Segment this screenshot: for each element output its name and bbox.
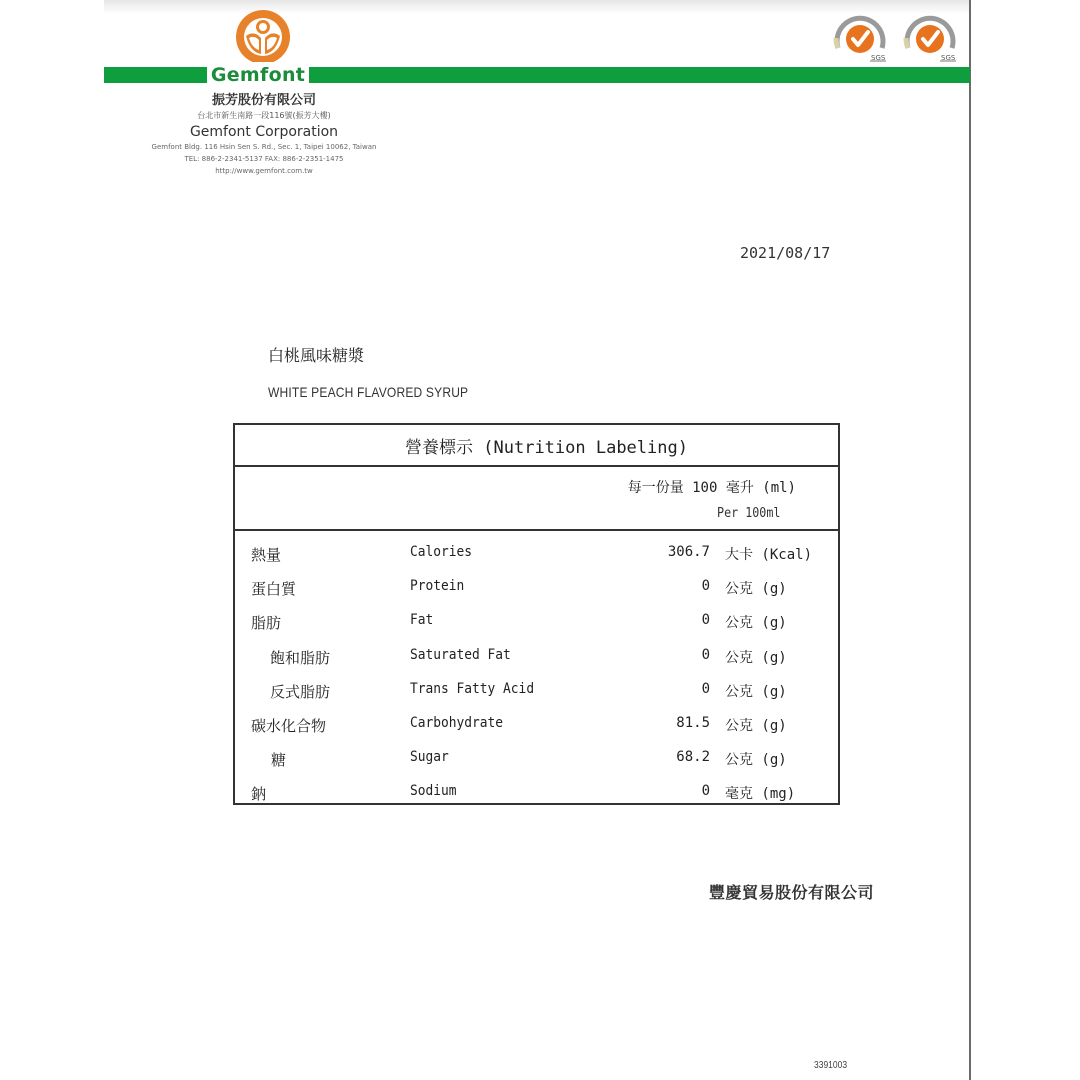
nutrient-value: 0 xyxy=(701,612,710,629)
nutrient-name-zh: 碳水化合物 xyxy=(251,716,327,735)
nutrition-label-table xyxy=(233,423,840,805)
nutrient-name-zh: 飽和脂肪 xyxy=(270,648,331,667)
svg-text:SGS: SGS xyxy=(871,54,886,62)
company-name-zh: 振芳股份有限公司 xyxy=(211,93,316,108)
nutrient-name-zh: 鈉 xyxy=(251,785,267,804)
nutrient-name-zh: 熱量 xyxy=(251,546,282,564)
nutrient-unit: 公克 (g) xyxy=(725,752,787,769)
nutrient-row-sugar xyxy=(235,743,838,777)
nutrient-name-en: Sodium xyxy=(410,783,457,800)
nutrient-rows xyxy=(235,531,838,812)
nutrient-unit: 公克 (g) xyxy=(725,581,787,598)
document-date: 2021/08/17 xyxy=(740,244,831,262)
nutrient-unit: 毫克 (mg) xyxy=(725,786,796,803)
brand-wordmark: Gemfont xyxy=(207,64,309,86)
nutrient-name-zh: 糖 xyxy=(271,751,287,770)
serving-size-zh: 每一份量 100 毫升 (ml) xyxy=(627,480,796,496)
nutrient-row-sodium xyxy=(235,777,838,811)
nutrient-unit: 公克 (g) xyxy=(725,649,787,666)
website-link[interactable]: http://www.gemfont.com.tw xyxy=(215,167,313,175)
nutrient-name-en: Protein xyxy=(410,578,465,595)
sgs-certification-badge-icon xyxy=(830,8,890,62)
company-info xyxy=(104,92,424,177)
nutrient-unit: 大卡 (Kcal) xyxy=(725,547,813,563)
nutrient-name-zh: 蛋白質 xyxy=(251,580,297,599)
nutrient-value: 0 xyxy=(701,783,710,800)
nutrient-name-zh: 反式脂肪 xyxy=(270,682,331,701)
nutrient-value: 0 xyxy=(701,578,710,595)
nutrient-row-trans-fat xyxy=(235,675,838,709)
nutrient-value: 306.7 xyxy=(667,544,710,560)
nutrient-value: 81.5 xyxy=(676,714,710,731)
contact-phone-fax: TEL: 886-2-2341-5137 FAX: 886-2-2351-1475 xyxy=(184,155,344,163)
nutrient-unit: 公克 (g) xyxy=(725,717,787,734)
nutrient-name-en: Trans Fatty Acid xyxy=(410,680,535,697)
nutrient-row-saturated-fat xyxy=(235,641,838,675)
page-right-edge xyxy=(969,0,971,1080)
serving-size-en: Per 100ml xyxy=(716,506,780,521)
serving-size-header xyxy=(235,467,838,531)
product-name-en: WHITE PEACH FLAVORED SYRUP xyxy=(268,384,469,400)
nutrient-name-en: Carbohydrate xyxy=(410,714,504,731)
nutrient-unit: 公克 (g) xyxy=(725,615,787,632)
company-name-en: Gemfont Corporation xyxy=(189,124,339,140)
sgs-certification-badge-icon xyxy=(900,8,960,62)
nutrient-row-carbohydrate xyxy=(235,709,838,743)
address-zh: 台北市新生南路一段116號(振芳大樓) xyxy=(197,111,331,120)
gemfont-logo-icon xyxy=(232,8,294,66)
issuer-signature: 豐慶貿易股份有限公司 xyxy=(709,883,875,902)
nutrient-name-en: Fat xyxy=(410,612,434,629)
nutrient-name-en: Calories xyxy=(410,544,473,560)
svg-text:SGS: SGS xyxy=(941,54,956,62)
nutrient-name-en: Saturated Fat xyxy=(410,646,511,663)
product-name-zh: 白桃風味糖漿 xyxy=(268,346,365,365)
document-number: 3391003 xyxy=(814,1060,848,1071)
nutrient-row-calories xyxy=(235,538,838,572)
nutrient-value: 0 xyxy=(701,680,710,697)
nutrient-row-fat xyxy=(235,606,838,640)
address-en: Gemfont Bldg. 116 Hsin Sen S. Rd., Sec. 1, Taipei 10062, Taiwan xyxy=(151,143,377,151)
nutrient-row-protein xyxy=(235,572,838,606)
nutrient-name-en: Sugar xyxy=(410,749,449,766)
nutrient-name-zh: 脂肪 xyxy=(251,614,282,633)
nutrition-table-title: 營養標示 (Nutrition Labeling) xyxy=(235,425,838,467)
nutrient-value: 0 xyxy=(701,646,710,663)
nutrient-value: 68.2 xyxy=(676,749,710,766)
nutrient-unit: 公克 (g) xyxy=(725,683,787,700)
